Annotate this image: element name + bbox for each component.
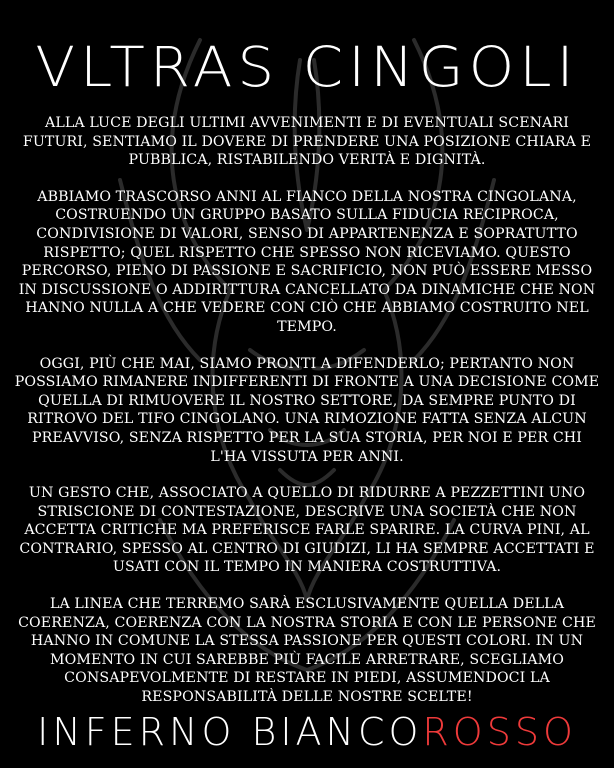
statement-paragraph: ALLA LUCE DEGLI ULTIMI AVVENIMENTI E DI EVENTUALI SCENARI FUTURI, SENTIAMO IL DOVERE DI PRENDERE UNA POSIZIONE CHIARA E PUBBLICA, RISTABILENDO VERITÀ E DIGNITÀ. xyxy=(22,115,592,169)
statement-paragraph: UN GESTO CHE, ASSOCIATO A QUELLO DI RIDURRE A PEZZETTINI UNO STRISCIONE DI CONTESTAZIONE, DESCRIVE UNA SOCIETÀ CHE NON ACCETTA CRITICHE MA PREFERISCE FARLE SPARIRE. LA CURVA PINI, AL CONTRARIO, SPESSO AL CENTRO DI GIUDIZI, LI HA SEMPRE ACCETTATI E USATI CON IL TEMPO IN MANIERA COSTRUTTIVA. xyxy=(19,485,595,576)
page-title: VLTRAS CINGOLI xyxy=(35,34,579,100)
statement-paragraph: OGGI, PIÙ CHE MAI, SIAMO PRONTI A DIFENDERLO; PERTANTO NON POSSIAMO RIMANERE INDIFFERENTI DI FRONTE A UNA DECISIONE COME QUELLA DI RIMUOVERE IL NOSTRO SETTORE, DA SEMPRE PUNTO DI RITROVO DEL TIFO CINGOLANO. UNA RIMOZIONE FATTA SENZA ALCUN PREAVVISO, SENZA RISPETTO PER LA SUA STORIA, PER NOI E PER CHI L'HA VISSUTA PER ANNI. xyxy=(14,355,600,465)
statement-body xyxy=(14,114,600,725)
statement-paragraph: ABBIAMO TRASCORSO ANNI AL FIANCO DELLA NOSTRA CINGOLANA, COSTRUENDO UN GRUPPO BASATO SULLA FIDUCIA RECIPROCA, CONDIVISIONE DI VALORI, SENSO DI APPARTENENZA E SOPRATUTTO RISPETTO; QUEL RISPETTO CHE SPESSO NON RICEVIAMO. QUESTO PERCORSO, PIENO DI PASSIONE E SACRIFICIO, NON PUÒ ESSERE MESSO IN DISCUSSIONE O ADDIRITTURA CANCELLATO DA DINAMICHE CHE NON HANNO NULLA A CHE VEDERE CON CIÒ CHE ABBIAMO COSTRUITO NEL TEMPO. xyxy=(18,188,596,335)
statement-paragraph: LA LINEA CHE TERREMO SARÀ ESCLUSIVAMENTE QUELLA DELLA COERENZA, COERENZA CON LA NOSTRA STORIA E CON LE PERSONE CHE HANNO IN COMUNE LA STESSA PASSIONE PER QUESTI COLORI. IN UN MOMENTO IN CUI SAREBBE PIÙ FACILE ARRETRARE, SCEGLIAMO CONSAPEVOLMENTE DI RESTARE IN PIEDI, ASSUMENDOCI LA RESPONSABILITÀ DELLE NOSTRE SCELTE! xyxy=(18,596,596,706)
signature-white-part: INFERNO BIANCO xyxy=(37,710,423,754)
signature-red-part: ROSSO xyxy=(422,710,577,754)
signature xyxy=(0,710,614,754)
